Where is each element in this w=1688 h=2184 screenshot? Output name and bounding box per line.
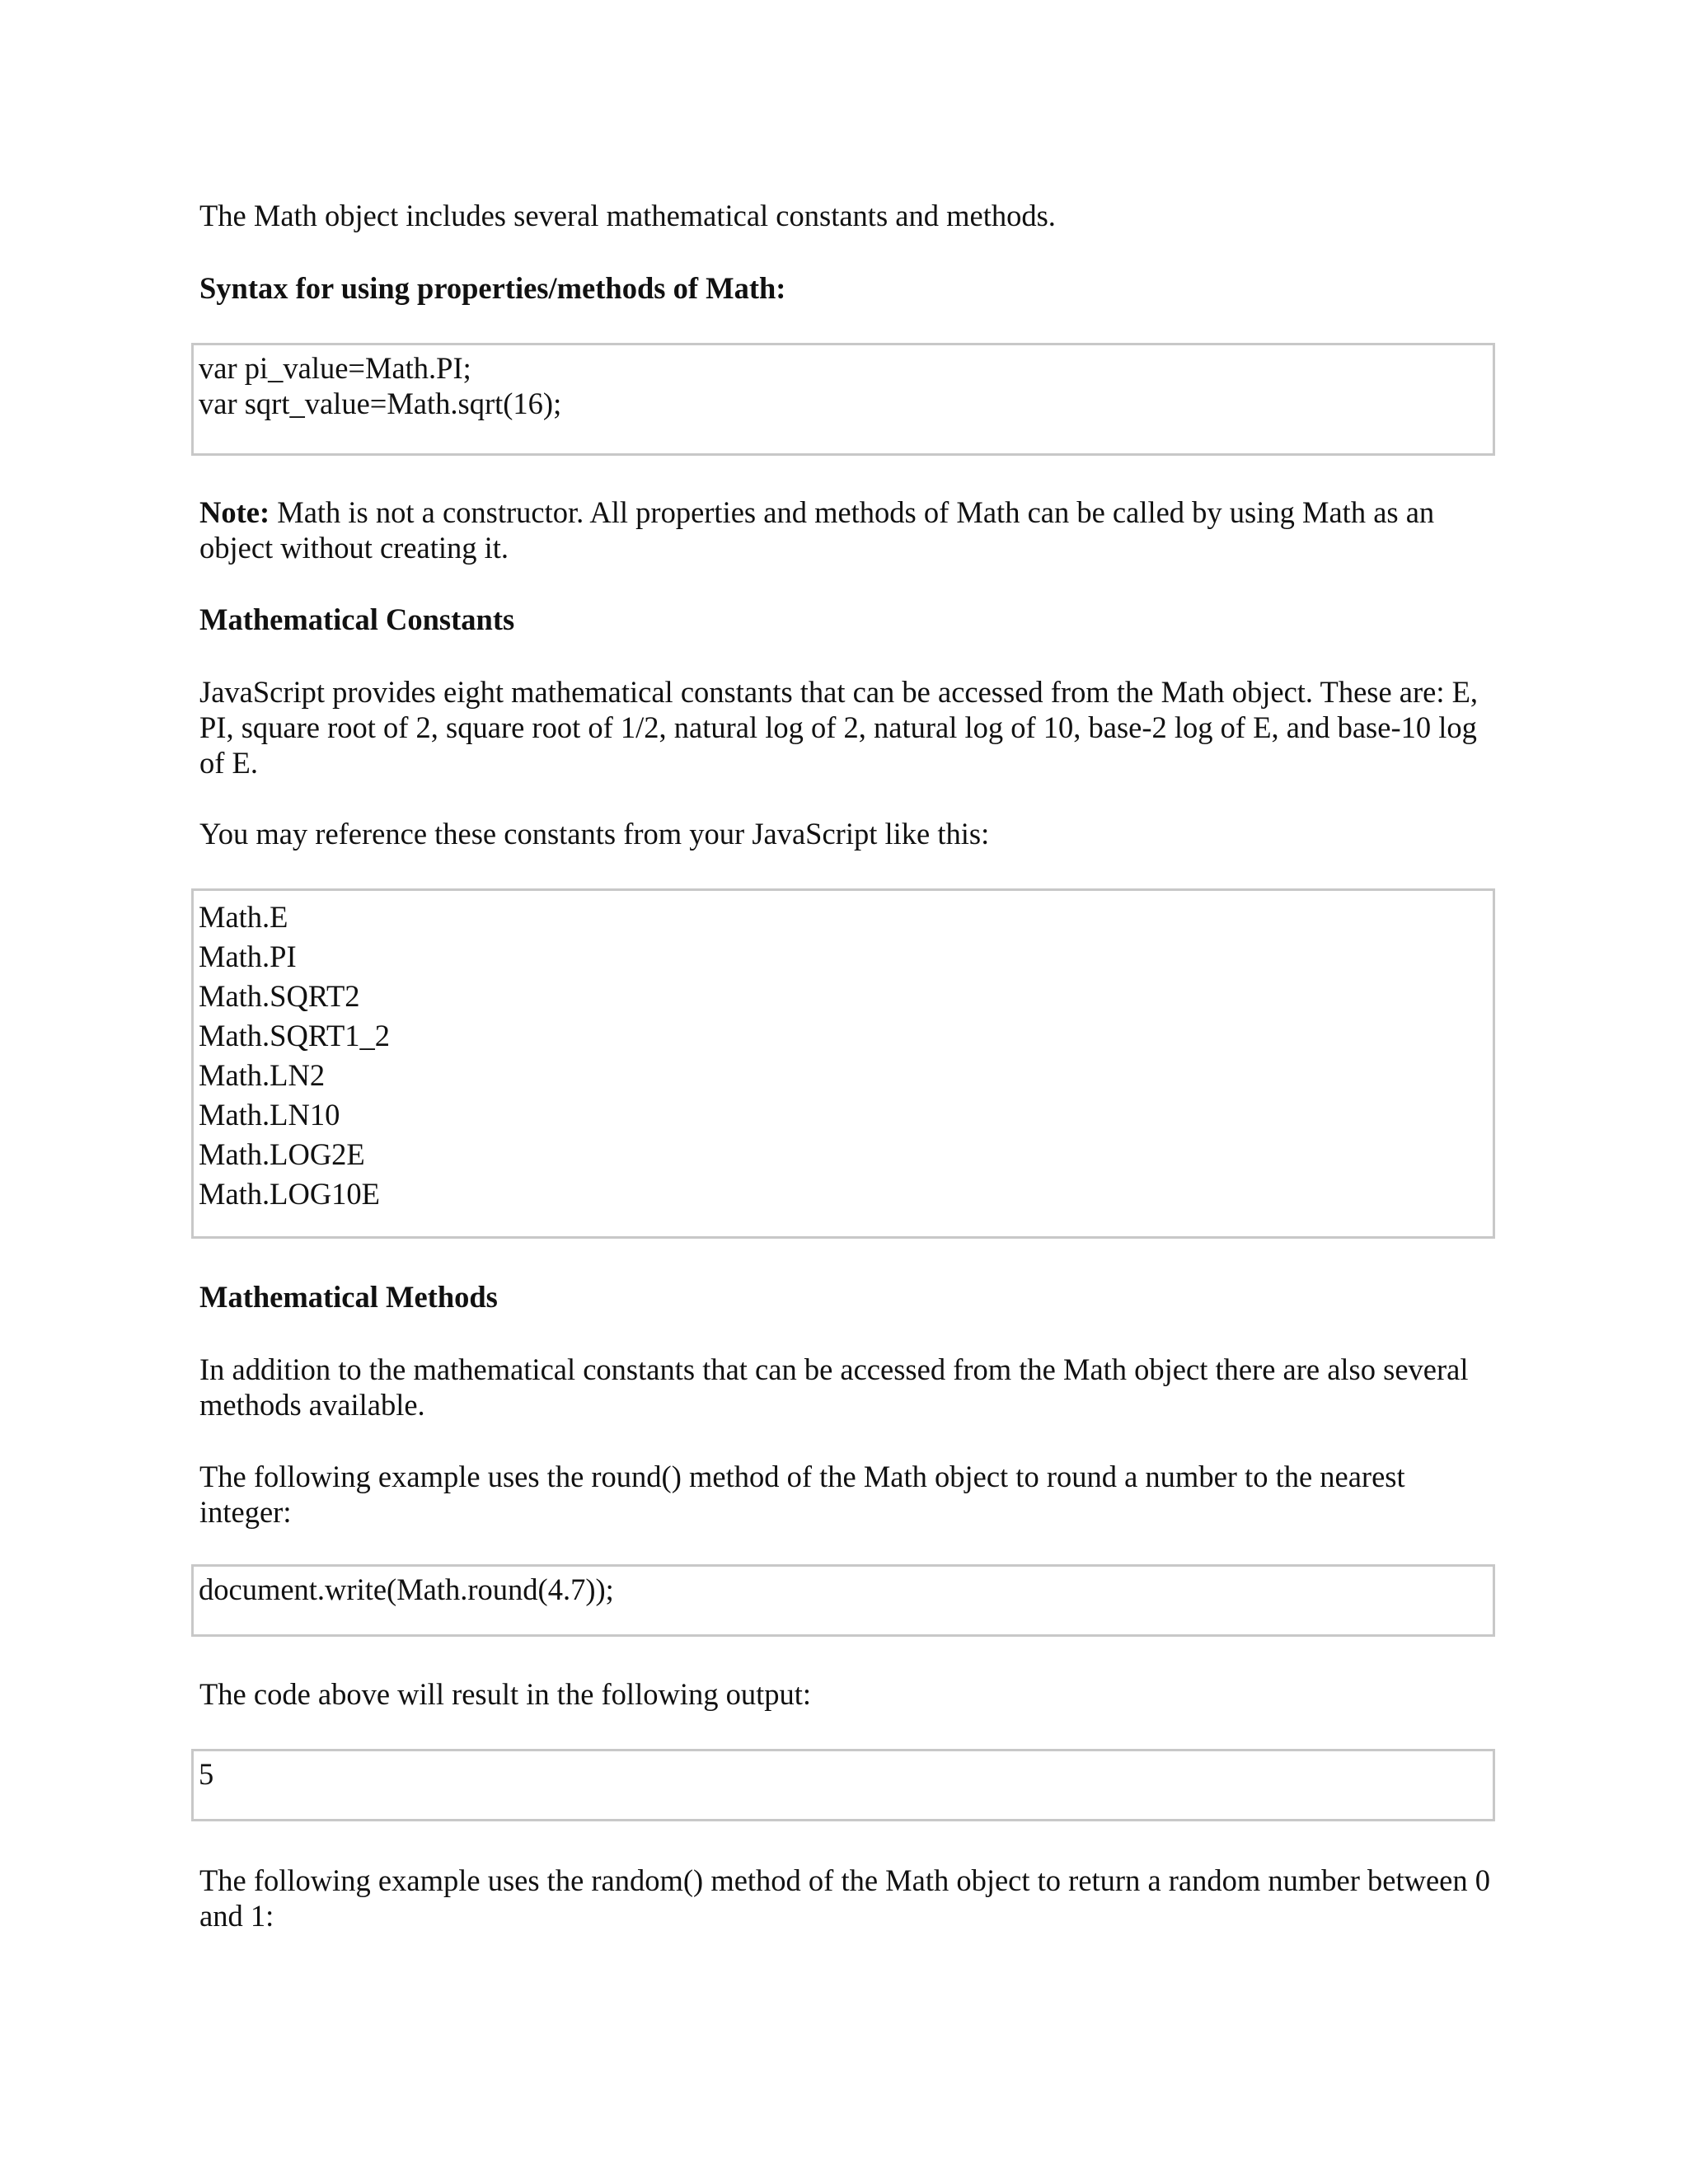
code-line: Math.SQRT1_2 — [199, 1019, 391, 1052]
note-label: Note: — [199, 495, 270, 529]
round-description: The following example uses the round() method of the Math object to round a number to the nearest integer: — [199, 1460, 1405, 1529]
constants-code-box — [191, 888, 1495, 1239]
constants-reference-paragraph: You may reference these constants from your JavaScript like this: — [199, 817, 990, 851]
code-line: document.write(Math.round(4.7)); — [199, 1572, 614, 1606]
syntax-heading: Syntax for using properties/methods of Math: — [199, 271, 786, 305]
syntax-code-box — [191, 343, 1495, 456]
note-text: Math is not a constructor. All properties and methods of Math can be called by using Math as an object without creating it. — [199, 495, 1435, 565]
code-line: Math.LN10 — [199, 1098, 340, 1132]
round-code-box — [191, 1564, 1495, 1637]
code-line: var sqrt_value=Math.sqrt(16); — [199, 387, 562, 420]
code-line: Math.PI — [199, 940, 297, 973]
constants-description: JavaScript provides eight mathematical constants that can be accessed from the Math object. These are: E, PI, square root of 2, square root of 1/2, natural log of 2, natural log of 10, base-2 log of E, and base-10 log of E. — [199, 675, 1479, 780]
random-description: The following example uses the random() method of the Math object to return a random number between 0 and 1: — [199, 1863, 1490, 1933]
output-value: 5 — [199, 1757, 214, 1791]
code-line: Math.LN2 — [199, 1058, 326, 1092]
output-box — [191, 1749, 1495, 1821]
code-line: Math.SQRT2 — [199, 979, 360, 1013]
constants-heading: Mathematical Constants — [199, 602, 515, 636]
code-line: var pi_value=Math.PI; — [199, 351, 471, 385]
note-paragraph — [199, 494, 1502, 565]
code-line: Math.LOG2E — [199, 1137, 365, 1171]
output-description: The code above will result in the following output: — [199, 1677, 812, 1711]
code-line: Math.LOG10E — [199, 1177, 380, 1211]
code-line: Math.E — [199, 900, 288, 934]
methods-heading: Mathematical Methods — [199, 1280, 498, 1314]
intro-paragraph: The Math object includes several mathematical constants and methods. — [199, 199, 1056, 232]
methods-description: In addition to the mathematical constants that can be accessed from the Math object there are also several methods available. — [199, 1352, 1469, 1422]
